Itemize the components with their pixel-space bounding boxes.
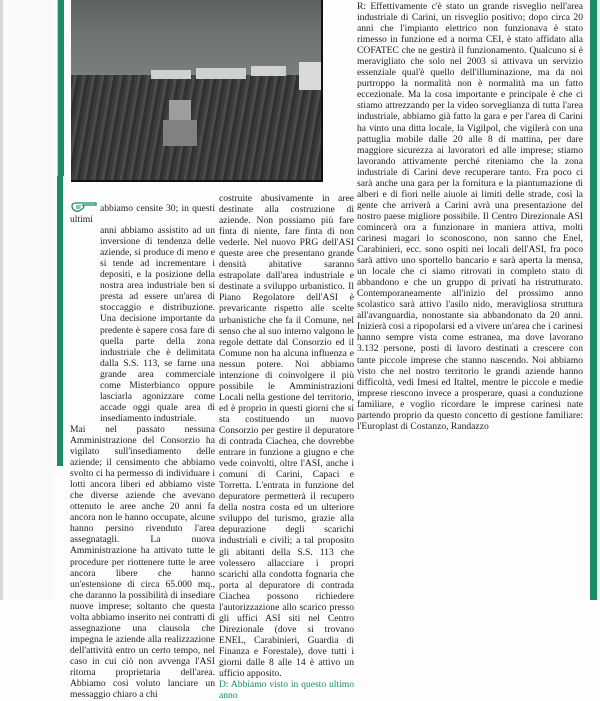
industrial-area-photo (71, 0, 323, 182)
photo-building (299, 62, 321, 90)
column-left-first-line: abbiamo censite 30; in questi ultimi (70, 203, 215, 226)
article-column-middle (219, 193, 354, 701)
column-left-para2-text: Mai nel passato nessuna Amministrazione del Consorzio ha vigilato sull'insediamento delle aziende; il censimento che abbiamo svolto ci ha permesso di individuare i lotti ancora liberi ed abbiamo viste che diverse aziende che avevano ottenuto le aree anche 20 anni fa ancora non le hanno occupate, alcune hanno persino rivenduto l'area assegnatagli. La nuova Amministrazione ha attivato tutte le procedure per riottenere tutte le aree ancora libere che hanno un'estensione di circa 65.000 mq., che daranno la possibilità di insediare nuove imprese; soltanto che questa volta abbiamo inserito nei contratti di assegnazione una clausola che impegna le aziende alla realizzazione dell'attività entro un certo tempo, nel caso in cui ciò non avvenga l'ASI ritorna proprietaria dell'area. Abbiamo così voluto lanciare un messaggio chiaro a chi (70, 423, 215, 701)
photo-building (251, 66, 286, 76)
column-left-para2 (70, 424, 215, 700)
column-left-body (70, 225, 215, 424)
page-left-margin (0, 0, 55, 600)
green-decorative-bar (57, 0, 64, 176)
photo-building (151, 70, 191, 79)
photo-ruin (163, 120, 197, 146)
green-decorative-bar (57, 176, 63, 466)
interview-question: D: Abbiamo visto in questo ultimo anno (219, 679, 354, 701)
article-column-left (70, 201, 215, 700)
photo-building (196, 68, 246, 79)
pointing-hand-icon (70, 201, 98, 213)
column-left-body-text: anni abbiamo assistito ad un inversione di tendenza delle aziende, si produce di meno e si tende ad incrementare i depositi, e la posizione della nostra area industriale ben si presta ad essere un'area di stoccaggio e distribuzione. Una decisione importante da predente è sapere cosa fare di quella parte della zona industriale che è delimitata dalla S.S. 113, se farne una grande area commerciale come Misterbianco oppure lasciarla agonizzare come accade oggi quale area di insediamento industriale. (100, 225, 215, 424)
page-edge (0, 0, 3, 600)
article-column-right (357, 1, 583, 432)
photo-mountains (71, 0, 321, 75)
column-middle-body: costruite abusivamente in aree destinate alla costruzione di aziende. Non possiamo più fare finta di niente, fare finta di non vederle. Nel nuovo PRG dell'ASI queste aree che presentano grande densità abitative saranno estrapolate dall'area industriale e destinate a sviluppo urbanistico. Il Piano Regolatore dell'ASI è prevaricante rispetto alle scelte urbanistiche che fa il Comune, nel senso che al suo interno valgono le regole dettate dal Consorzio ed il Comune non ha alcuna influenza e nessun potere. Noi abbiamo intenzione di coinvolgere il più possibile le Amministrazioni Locali nella gestione del territorio, ed è proprio in questi giorni che si sta costituendo un nuovo Consorzio per gestire il depuratore di contrada Ciachea, che dovrebbe entrare in funzione a giugno e che vede coinvolti, oltre l'ASI, anche i comuni di Carini, Capaci e Torretta. L'entrata in funzione del depuratore permetterà il recupero della nostra costa ed un ulteriore sviluppo del turismo, grazie alla depurazione degli scarichi industriali e civili; a tal proposito gli abitanti della S.S. 113 che volessero allacciare i propri scarichi alla condotta fognaria che porta al depuratore di contrada Ciachea possono richiedere l'autorizzazione allo scarico presso gli uffici ASI siti nel Centro Direzionale (dove si trovano ENEL, Carabinieri, Guardia di Finanza e Forestale), dove tutti i giorni dalle 8 alle 14 è attivo un ufficio apposito. (219, 193, 354, 680)
green-decorative-bar-right (590, 0, 597, 600)
interview-answer: R: Effettivamente c'è stato un grande risveglio nell'area industriale di Carini, un risveglio positivo; dopo circa 20 anni che l'impianto elettrico non funzionava è stato rimesso in funzione ed a norma CEI, è stato affidato alla COFATEC che ne gestirà il funzionamento. Qualcuno si è meravigliato che solo nel 2003 si attivava un servizio essenziale qual'è quello dell'illuminazione, ma da noi purtroppo la normalità non è normalità ma un fatto eccezionale. Ma la cosa importante e principale è che ci stiamo attrezzando per la video sorveglianza di tutta l'area industriale, abbiamo già fatto la gara e per l'area di Carini ha vinto una ditta locale, la Vigilpol, che vigilerà con una pattuglia mobile dalle 20 alle 8 di mattina, per dare maggiore sicurezza ai lavoratori ed alle imprese; stiamo lavorando attivamente perché riteniamo che la zona industriale di Carini deve recuperare tanto. Fra poco ci sarà anche una gara per la fornitura e la piantumazione di alberi e di fiori nelle aiuole ai limiti delle strade, così la gente che arriverà a Carini avrà una presentazione del nostro paese migliore possibile. Il Centro Direzionale ASI comincerà ora a funzionare in maniera attiva, molti carinesi magari lo sconoscono, non sanno che Enel, Carabinieri, ecc. sono ospiti nei locali dell'ASI, fra poco sarà attivo uno sportello bancario e sarà aperta la mensa, un locale che ci siamo ritrovati in completo stato di abbandono e che un gruppo di privati ha ristrutturato. Contemporaneamente all'inizio del prossimo anno scolastico sarà attivo l'asilo nido, meravigliosa struttura all'avanguardia, nonostante sia abbandonato da 20 anni. Inizierà così a ripopolarsi ed a vivere un'area che i carinesi hanno sempre vista come estranea, ma dove lavorano 3.132 persone, posti di lavoro destinati a crescere con tante piccole imprese che stanno nascendo. Noi abbiamo visto che nel nostro territorio le grandi aziende hanno difficoltà, vedi Imesi ed Italtel, mentre le piccole e medie imprese riescono invece a prosperare, quasi a conduzione familiare, e voglio ricordare le imprese carinesi nate partendo proprio da questo concetto di gestione familiare: l'Europlast di Costanzo, Randazzo (357, 1, 583, 432)
